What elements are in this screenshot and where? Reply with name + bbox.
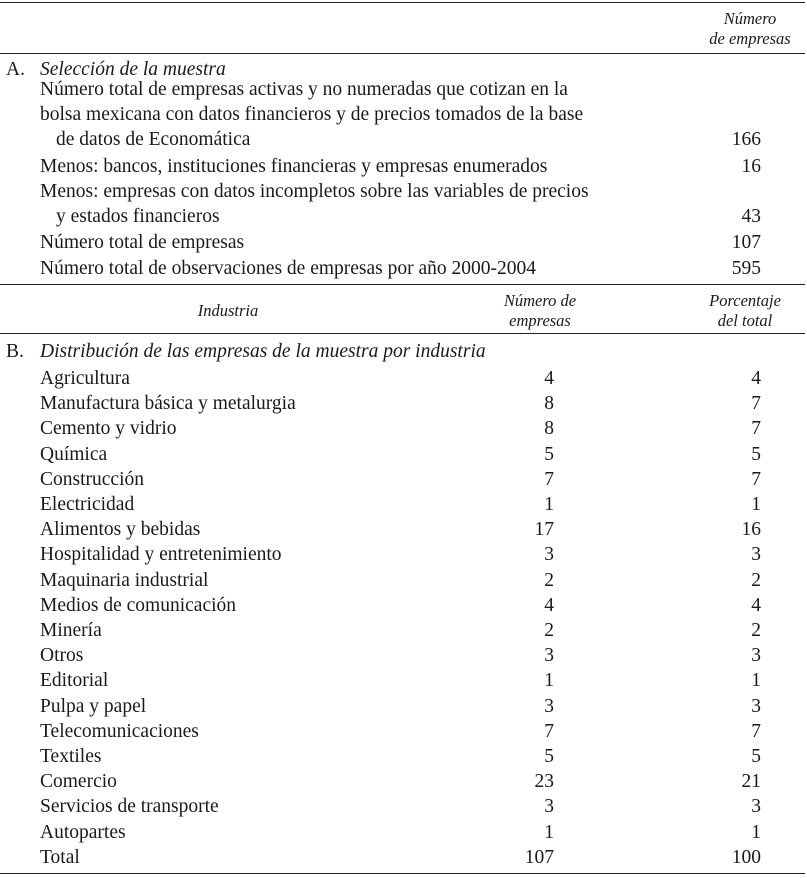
panel-b-row-pct: 4 (751, 368, 761, 389)
panel-b-row-pct: 100 (731, 847, 761, 868)
panel-b-row-count: 7 (544, 469, 554, 490)
panel-b-row-count: 4 (544, 368, 554, 389)
panel-b-row-count: 23 (534, 771, 554, 792)
panel-a-row-text: de datos de Economática (56, 129, 251, 150)
panel-b-row-pct: 2 (751, 620, 761, 641)
panel-b-row-pct: 21 (741, 771, 761, 792)
panel-b-letter: B. (6, 341, 24, 362)
panel-b-header-pct-line2: del total (717, 311, 773, 330)
panel-b-row-pct: 3 (751, 796, 761, 817)
panel-b-row-industry: Pulpa y papel (40, 696, 147, 717)
panel-b-row-industry: Agricultura (40, 368, 130, 389)
panel-b-row-industry: Maquinaria industrial (40, 570, 209, 591)
panel-a-column-header-line1: Número (723, 9, 777, 28)
mid-rule (0, 284, 805, 285)
panel-b-row-pct: 16 (741, 519, 761, 540)
panel-a-column-header-line2: de empresas (709, 29, 791, 48)
panel-b-row-industry: Cemento y vidrio (40, 418, 177, 439)
panel-b-row-industry: Editorial (40, 670, 109, 691)
panel-a-row-value: 107 (731, 232, 761, 253)
panel-a-row-value: 166 (731, 129, 761, 150)
panel-b-row-pct: 1 (751, 670, 761, 691)
panel-b-row-count: 8 (544, 418, 554, 439)
panel-b-header-pct (685, 291, 805, 331)
panel-b-row-industry: Otros (40, 645, 84, 666)
panel-b-row-pct: 7 (751, 393, 761, 414)
panel-b-header-count (470, 291, 610, 331)
panel-b-row-industry: Electricidad (40, 494, 135, 515)
panel-b-row-pct: 1 (751, 494, 761, 515)
bottom-rule (0, 873, 805, 874)
panel-b-row-industry: Hospitalidad y entretenimiento (40, 544, 282, 565)
panel-a-row-value: 43 (741, 206, 761, 227)
panel-b-row-count: 1 (544, 822, 554, 843)
header-b-rule (0, 333, 805, 334)
panel-b-row-count: 3 (544, 796, 554, 817)
panel-b-header-count-line2: empresas (509, 311, 571, 330)
panel-b-header-pct-line1: Porcentaje (709, 291, 781, 310)
panel-b-header-industry: Industria (197, 301, 259, 320)
panel-b-row-pct: 5 (751, 444, 761, 465)
panel-b-row-industry: Total (40, 847, 80, 868)
panel-b-row-count: 107 (524, 847, 554, 868)
panel-b-row-industry: Servicios de transporte (40, 796, 219, 817)
top-rule (0, 2, 805, 3)
panel-b-row-pct: 7 (751, 418, 761, 439)
panel-b-row-pct: 7 (751, 721, 761, 742)
panel-a-row-value: 595 (731, 258, 761, 279)
panel-a-row-text: y estados financieros (56, 206, 220, 227)
panel-b-row-pct: 1 (751, 822, 761, 843)
panel-a-row-text: bolsa mexicana con datos financieros y de precios tomados de la base (40, 104, 584, 125)
panel-b-row-count: 5 (544, 444, 554, 465)
panel-b-row-count: 4 (544, 595, 554, 616)
panel-b-row-industry: Minería (40, 620, 102, 641)
panel-b-row-pct: 4 (751, 595, 761, 616)
panel-b-row-industry: Manufactura básica y metalurgia (40, 393, 296, 414)
panel-a-row-text: Número total de empresas (40, 232, 245, 253)
panel-b-row-count: 17 (534, 519, 554, 540)
panel-a-title: Selección de la muestra (40, 59, 226, 80)
panel-b-row-industry: Alimentos y bebidas (40, 519, 201, 540)
panel-b-row-industry: Comercio (40, 771, 117, 792)
panel-a-row-text: Número total de observaciones de empresas por año 2000-2004 (40, 258, 537, 279)
panel-b-row-count: 1 (544, 494, 554, 515)
panel-b-row-count: 3 (544, 544, 554, 565)
panel-a-letter: A. (6, 59, 25, 80)
panel-b-row-industry: Telecomunicaciones (40, 721, 199, 742)
panel-b-row-industry: Autopartes (40, 822, 126, 843)
panel-b-row-pct: 2 (751, 570, 761, 591)
panel-a-column-header (690, 9, 807, 49)
panel-b-row-count: 2 (544, 620, 554, 641)
header-a-rule (0, 53, 805, 54)
panel-b-row-pct: 3 (751, 544, 761, 565)
panel-b-header-count-line1: Número de (503, 291, 577, 310)
panel-b-row-count: 8 (544, 393, 554, 414)
panel-b-row-pct: 3 (751, 696, 761, 717)
panel-b-row-count: 1 (544, 670, 554, 691)
panel-b-row-count: 7 (544, 721, 554, 742)
panel-b-row-industry: Química (40, 444, 108, 465)
panel-a-row-text: Menos: bancos, instituciones financieras y empresas enumerados (40, 156, 548, 177)
panel-b-row-pct: 7 (751, 469, 761, 490)
panel-b-row-count: 3 (544, 696, 554, 717)
panel-b-title: Distribución de las empresas de la muestra por industria (40, 341, 486, 362)
panel-b-row-pct: 3 (751, 645, 761, 666)
panel-b-row-pct: 5 (751, 746, 761, 767)
panel-b-row-count: 3 (544, 645, 554, 666)
panel-a-row-text: Menos: empresas con datos incompletos sobre las variables de precios (40, 181, 589, 202)
panel-b-row-count: 5 (544, 746, 554, 767)
panel-b-row-industry: Textiles (40, 746, 102, 767)
panel-a-row-text: Número total de empresas activas y no numeradas que cotizan en la (40, 79, 568, 100)
panel-b-row-industry: Medios de comunicación (40, 595, 237, 616)
panel-b-row-industry: Construcción (40, 469, 144, 490)
panel-a-row-value: 16 (741, 156, 761, 177)
panel-b-row-count: 2 (544, 570, 554, 591)
